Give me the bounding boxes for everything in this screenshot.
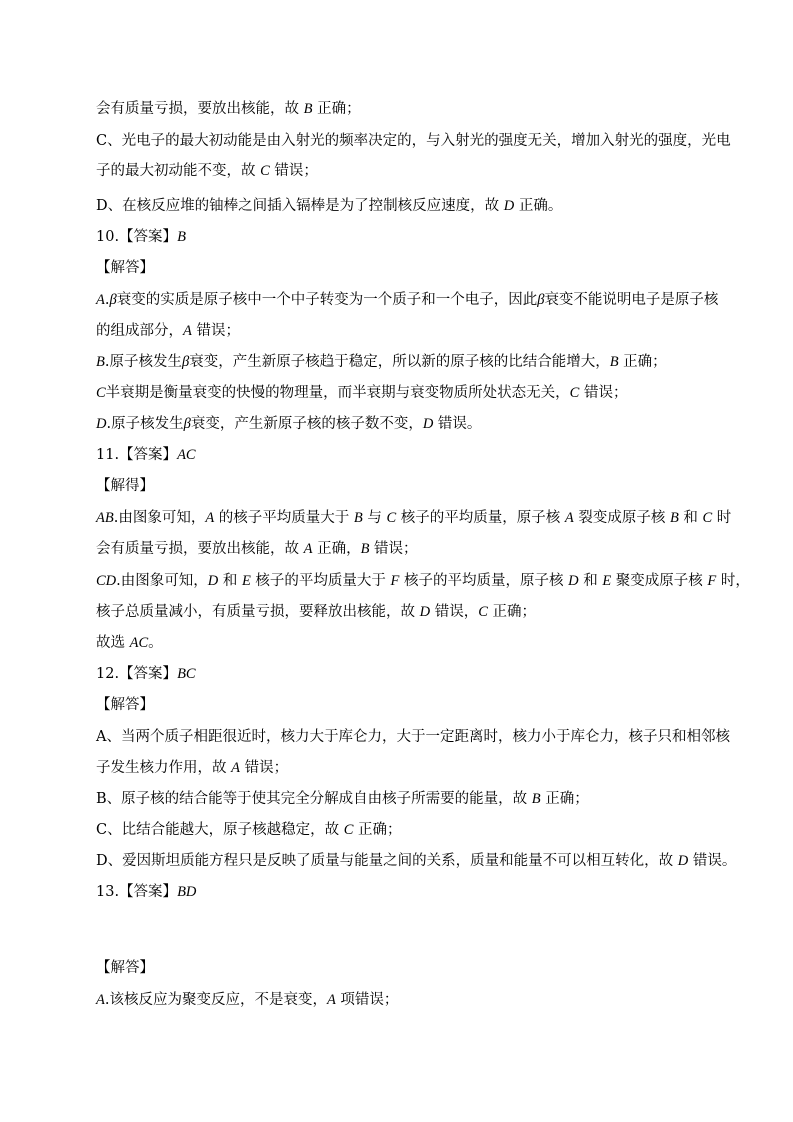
italic-symbol: B (303, 101, 313, 117)
italic-symbol: C (260, 163, 270, 179)
italic-symbol: C (569, 385, 580, 401)
text-segment: 错误， (430, 604, 479, 620)
italic-symbol: D (96, 416, 107, 432)
text-segment: 与 (362, 510, 387, 526)
italic-symbol: AB (96, 510, 114, 526)
text-segment: 【解答】 (96, 960, 154, 976)
italic-symbol: B (177, 229, 186, 245)
text-segment: 【解得】 (96, 478, 154, 494)
text-line (96, 196, 562, 216)
italic-symbol: D (419, 604, 431, 620)
text-segment: 子发生核力作用，故 (96, 760, 232, 776)
italic-symbol: BC (177, 666, 196, 682)
text-segment: 和 (578, 573, 603, 589)
italic-symbol: B (360, 541, 370, 557)
italic-symbol: A (96, 992, 105, 1008)
italic-symbol: D (503, 198, 515, 214)
italic-symbol: AC (177, 447, 196, 463)
text-segment: 衰变，产生新原子核趋于稳定，所以新的原子核的比结合能增大， (189, 354, 610, 370)
text-line (96, 958, 154, 978)
text-segment: 核子的平均质量，原子核 (399, 573, 569, 589)
text-line (96, 321, 240, 341)
text-segment: 衰变的实质是原子核中一个中子转变为一个质子和一个电子，因此 (116, 292, 538, 308)
text-segment: .原子核发生 (106, 416, 184, 432)
text-segment: 错误； (191, 323, 240, 339)
text-segment: C、光电子的最大初动能是由入射光的频率决定的，与入射光的强度无关，增加入射光的强度，光电 (96, 133, 731, 149)
text-segment: 半衰期是衡量衰变的快慢的物理量，而半衰期与衰变物质所处状态无关， (105, 385, 570, 401)
italic-symbol: E (241, 573, 251, 589)
text-segment: A、当两个质子相距很近时，核力大于库仑力，大于一定距离时，核力小于库仑力，核子只和相邻核 (96, 729, 730, 745)
text-line (96, 161, 318, 181)
text-segment: 。 (148, 635, 163, 651)
text-segment: 衰变，产生新原子核的核子数不变， (190, 416, 423, 432)
text-segment: 衰变不能说明电子是原子核 (544, 292, 719, 308)
italic-symbol: A (205, 510, 215, 526)
italic-symbol: B (353, 510, 363, 526)
text-segment: 项错误； (335, 992, 399, 1008)
text-line (96, 99, 361, 119)
italic-symbol: E (602, 573, 612, 589)
italic-symbol: D (568, 573, 579, 589)
italic-symbol: B (669, 510, 679, 526)
text-segment: 和 (218, 573, 242, 589)
text-line (96, 383, 627, 403)
text-line (96, 789, 589, 809)
text-line (96, 571, 750, 591)
text-line (96, 508, 731, 528)
italic-symbol: A (96, 292, 105, 308)
text-segment: 聚变成原子核 (611, 573, 708, 589)
italic-symbol: C (702, 510, 713, 526)
text-line (96, 758, 288, 778)
text-segment: 时， (716, 573, 750, 589)
text-segment: B、原子核的结合能等于使其完全分解成自由核子所需要的能量，故 (96, 791, 532, 807)
text-line (96, 290, 718, 310)
text-segment: 和 (678, 510, 703, 526)
text-segment: D、爱因斯坦质能方程只是反映了质量与能量之间的关系，质量和能量不可以相互转化，故 (96, 853, 678, 869)
text-segment: 【解答】 (96, 697, 154, 713)
text-line (96, 258, 154, 278)
italic-symbol: β (181, 354, 190, 370)
text-segment: .原子核发生 (104, 354, 182, 370)
italic-symbol: B (96, 354, 105, 370)
text-segment: 会有质量亏损，要放出核能，故 (96, 101, 304, 117)
text-segment: 时 (712, 510, 732, 526)
text-segment: 错误； (369, 541, 418, 557)
text-line (96, 227, 186, 247)
text-segment: 核子的平均质量大于 (250, 573, 391, 589)
italic-symbol: D (677, 853, 689, 869)
text-segment: 错误； (579, 385, 628, 401)
text-segment: 正确， (312, 541, 361, 557)
text-segment: 正确； (353, 822, 402, 838)
text-segment: 错误； (239, 760, 289, 776)
text-line (96, 633, 163, 653)
text-segment: .由图象可知， (116, 573, 208, 589)
text-line (96, 882, 196, 902)
italic-symbol: D (422, 416, 434, 432)
text-line (96, 539, 418, 559)
text-segment: 正确； (487, 604, 536, 620)
italic-symbol: β (183, 416, 191, 432)
text-segment: 错误； (269, 163, 318, 179)
text-line (96, 695, 154, 715)
italic-symbol: A (326, 992, 336, 1008)
text-line (96, 131, 731, 151)
text-segment: 错误。 (433, 416, 482, 432)
italic-symbol: C (96, 385, 106, 401)
text-line (96, 445, 196, 465)
text-segment: .该核反应为聚变反应，不是衰变， (104, 992, 327, 1008)
italic-symbol: β (109, 292, 117, 308)
italic-symbol: A (231, 760, 240, 776)
text-line (96, 820, 401, 840)
text-segment: 核子总质量减小，有质量亏损，要释放出核能，故 (96, 604, 420, 620)
text-segment: 【解答】 (96, 260, 154, 276)
italic-symbol: C (478, 604, 488, 620)
italic-symbol: β (537, 292, 545, 308)
text-segment: 11.【答案】 (96, 447, 178, 463)
text-segment: 正确； (540, 791, 589, 807)
italic-symbol: F (707, 573, 717, 589)
italic-symbol: B (531, 791, 541, 807)
text-segment: 的核子平均质量大于 (214, 510, 354, 526)
text-segment: D、在核反应堆的铀棒之间插入镉棒是为了控制核反应速度，故 (96, 198, 504, 214)
text-segment: 正确； (312, 101, 361, 117)
text-segment: 正确。 (514, 198, 563, 214)
text-segment: 的组成部分， (96, 323, 183, 339)
italic-symbol: AC (129, 635, 149, 651)
text-line (96, 990, 398, 1010)
italic-symbol: A (564, 510, 574, 526)
text-segment: .由图象可知， (113, 510, 206, 526)
text-line (96, 664, 196, 684)
text-segment: 错误。 (688, 853, 737, 869)
text-line (96, 727, 730, 747)
italic-symbol: BD (177, 884, 197, 900)
text-segment: 故选 (96, 635, 130, 651)
text-segment: . (104, 292, 110, 308)
text-segment: 会有质量亏损，要放出核能，故 (96, 541, 304, 557)
italic-symbol: D (207, 573, 219, 589)
text-segment: 正确； (618, 354, 667, 370)
text-segment: 核子的平均质量，原子核 (396, 510, 565, 526)
text-line (96, 851, 736, 871)
text-segment: 裂变成原子核 (573, 510, 670, 526)
text-segment: 子的最大初动能不变，故 (96, 163, 261, 179)
italic-symbol: A (183, 323, 192, 339)
italic-symbol: CD (96, 573, 117, 589)
text-segment: C、比结合能越大，原子核越稳定，故 (96, 822, 344, 838)
text-segment: 12.【答案】 (96, 666, 178, 682)
text-line (96, 352, 667, 372)
text-line (96, 414, 481, 434)
text-line (96, 602, 536, 622)
italic-symbol: F (390, 573, 400, 589)
italic-symbol: B (609, 354, 619, 370)
italic-symbol: C (386, 510, 397, 526)
text-line (96, 476, 154, 496)
italic-symbol: A (303, 541, 313, 557)
text-segment: 10.【答案】 (96, 229, 178, 245)
text-segment: 13.【答案】 (96, 884, 178, 900)
italic-symbol: C (343, 822, 354, 838)
